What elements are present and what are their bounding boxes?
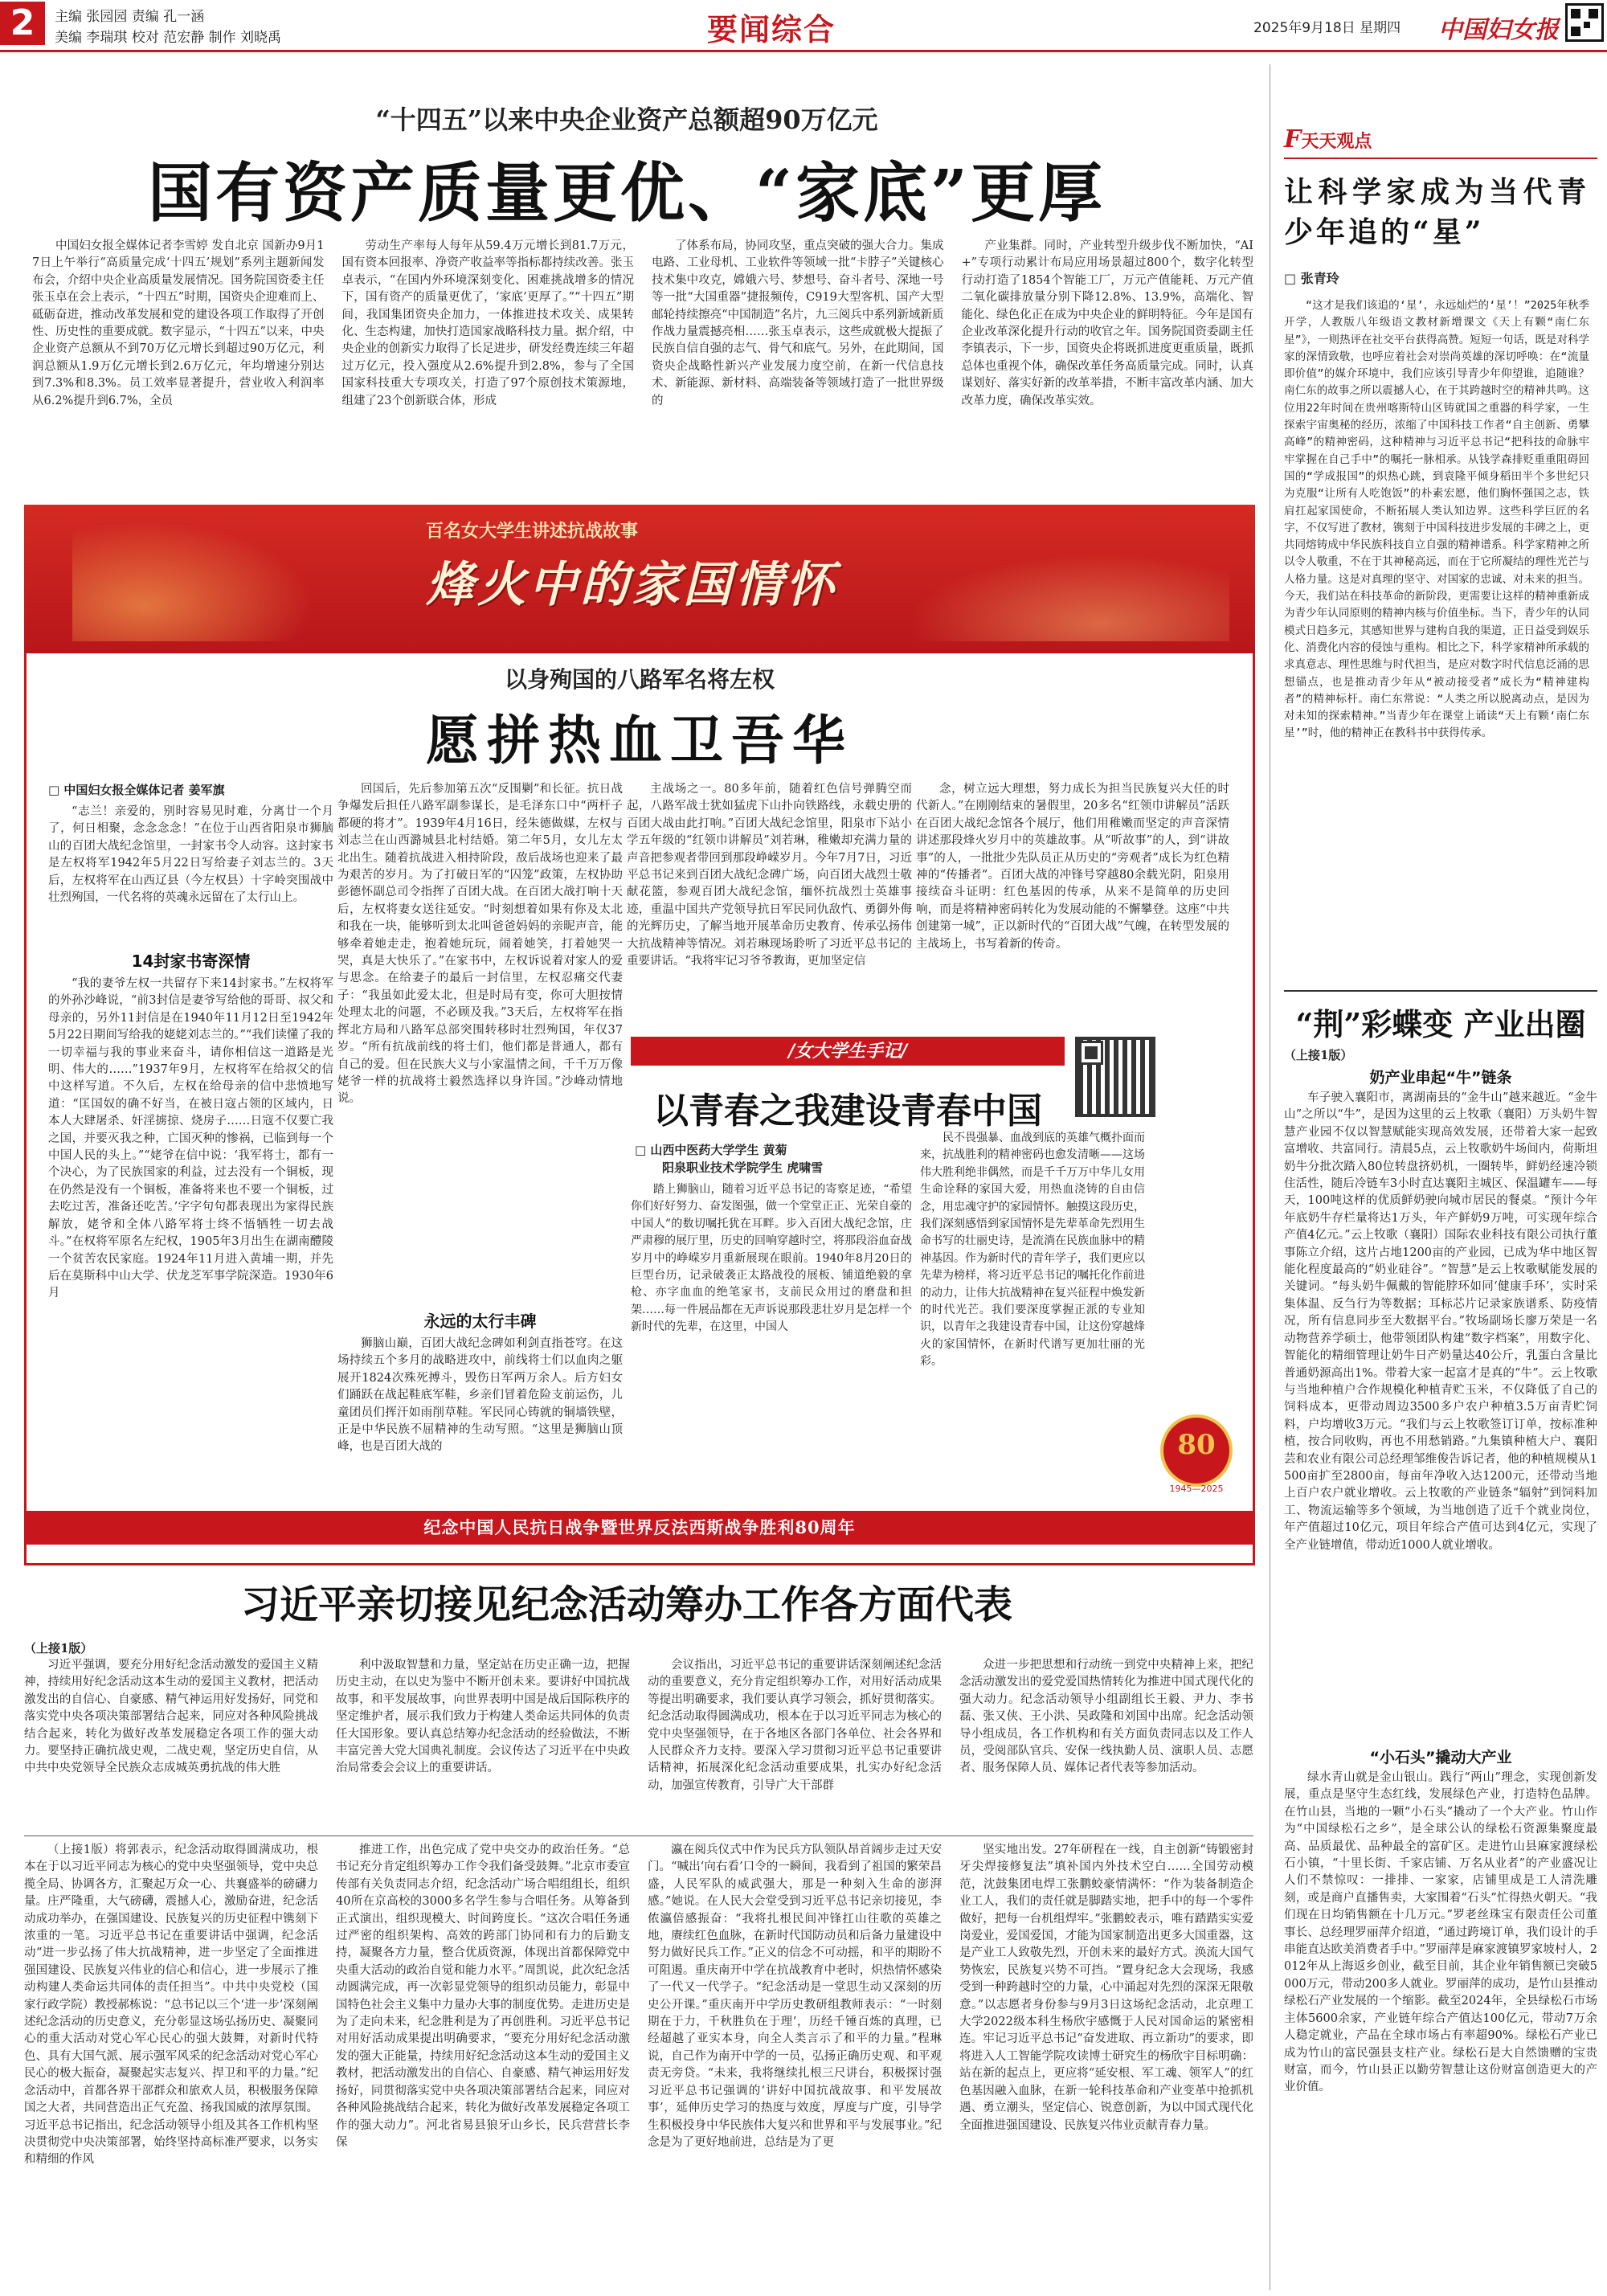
anniversary-badge [1152, 1414, 1241, 1495]
lead-column-3: 了体系布局，协同攻坚，重点突破的强大合力。集成电路、工业母机、工业软件等领域一批“卡脖子”关键核心技术集中攻克，嫦娥六号、梦想号、奋斗者号、深地一号等一批“大国重器”捷报频传，C919大型客机、国产大型邮轮持续擦亮“中国制造”名片，九三阅兵中系列新域新质作战力量震撼亮相……张玉卓表示，这些成就极大提振了民族自信自强的志气、骨气和底气。另外，在此期间，国资央企战略性新兴产业发展力度空前，在新一代信息技术、新能源、新材料、高端装备等领域打造了一批世界级的 [652, 239, 944, 407]
masthead-bar [0, 0, 1607, 48]
feature-subhead-letters: 14封家书寄深情 [131, 952, 251, 971]
opinion-tag-rule [1284, 158, 1597, 159]
lead-column-4: 产业集群。同时，产业转型升级步伐不断加快，“AI+”专项行动累计布局应用场景超过800个，数字化转型行动打造了1854个智能工厂，万元产值能耗、万元产值二氧化碳排放量分别下降12.8%、13.9%，高端化、智能化、绿色化正在成为中央企业的鲜明特征。今年是国有企业改革深化提升行动的收官之年。国务院国资委副主任李镇表示，下一步，国资央企将既抓进度更重质量，既抓总体也重视个体，确保改革任务高质量完成。同时，认真谋划好、落实好新的改革举措，不断丰富改革内涵、加大改革力度，确保改革实效。 [961, 239, 1253, 407]
feature-series-tag: 百名女大学生讲述抗战故事 [426, 522, 639, 542]
feature-series-title: 烽火中的家国情怀 [426, 557, 837, 613]
feature-banner [24, 505, 1255, 653]
anniversary-banner: 纪念中国人民抗日战争暨世界反法西斯战争胜利80周年 [24, 1511, 1255, 1545]
opinion-body: “这才是我们该追的‘星’，永远灿烂的‘星’！”2025年秋季开学，人教版八年级语文教材新增课文《天上有颗“南仁东星”》，一则热评在社交平台获得高赞。短短一句话，既是对科学家的深情致敬，也呼应着社会对崇尚英雄的深切呼唤：在“流量即价值”的媒介环境中，我们应该引导青少年仰望谁，追随谁？南仁东的故事之所以震撼人心，在于其跨越时空的精神共鸣。这位用22年时间在贵州喀斯特山区铸就国之重器的科学家，一生探索宇宙奥秘的经历，浓缩了中国科技工作者“自主创新、勇攀高峰”的精神密码，这种精神与习近平总书记“把科技的命脉牢牢掌握在自己手中”的嘱托一脉相承。从钱学森排贬重重阻碍回国的“学成报国”的炽热心跳，到袁隆平倾身稻田半个多世纪只为克服“让所有人吃饱饭”的朴素宏愿，他们胸怀强国之志，铁肩扛起家国使命，不断拓展人类认知边界。这些科学巨匠的名字，不仅写进了教材，镌刻于中国科技进步发展的丰碑之上，更共同熔铸成中华民族科技自立自强的精神谱系。科学家精神之所以令人敬重，不在于其神秘高远，而在于它所凝结的理性光芒与人格力量。这是对真理的坚守、对国家的忠诚、对未来的担当。今天，我们站在科技革命的新阶段，更需要让这样的精神重新成为青少年认同原则的精神内核与价值坐标。当下，青少年的认同模式日趋多元，其感知世界与建构自我的渠道，正日益受到娱乐化、消费化内容的侵蚀与重构。相比之下，科学家精神所承载的求真意志、理性思维与时代担当，是应对数字时代信息泛涌的思想锚点，也是推动青少年从“被动接受者”成长为“精神建构者”的精神标杆。南仁东常说：“人类之所以脱离动点，是因为对未知的探索精神。”当青少年在课堂上诵读“天上有颗‘南仁东星’”时，他的精神正在教科书中获得传承。 [1284, 299, 1589, 740]
lead-kicker: “十四五”以来中央企业资产总额超90万亿元 [375, 104, 878, 135]
opinion-headline: 让科学家成为当代青少年追的“星” [1284, 175, 1589, 249]
opinion-tag-text: 天天观点 [1301, 131, 1372, 152]
jingmen-subhead-turquoise: “小石头”撬动大产业 [1369, 1749, 1512, 1766]
xi-body [24, 1657, 1253, 1827]
lead-column-1: 中国妇女报全媒体记者李雪婷 发自北京 国新办9月17日上午举行“高质量完成‘十四五’规划”系列主题新闻发布会，介绍中央企业高质量发展情况。国务院国资委主任张玉卓在会上表示，“十四五”时期，国资央企迎难而上、砥砺奋进，推动改革发展和党的建设各项工作取得了开创性、历史性的重要成就。数字显示，“十四五”以来，中央企业资产总额从不到70万亿元增长到超过90万亿元，利润总额从1.9万亿元增长到2.6万亿元，年均增速分别达到7.3%和8.3%。员工效率显著提升，营业收入利润率从6.2%提升到6.7%，全员 [32, 239, 325, 407]
jingmen-headline: “荆”彩蝶变 产业出圈 [1295, 1006, 1586, 1042]
badge-years: 1945—2025 [1169, 1484, 1224, 1494]
essay-tag: /女大学生手记/ [631, 1037, 1065, 1066]
feature-column-1b: “我的妻爷左权一共留存下来14封家书。”左权将军的外孙沙峰说，“前3封信是妻爷写给他的哥哥、叔父和母亲的，另外11封信是在1940年11月12日至1942年5月22日期间写给我的姥姥刘志兰的。”“我们读懂了我的一切幸福与我的事业来奋斗，请你相信这一道路是光明、伟大的……”1937年9月，左权将军在给叔父的信中这样写道。不久后，左权在给母亲的信中悲愤地写道：“匡国奴的确不好当，在被日寇占领的区域内，日本人大肆屠杀、奸淫掳掠、烧房子……日寇不仅要亡我之国，并要灭我之种，亡国灭种的惨祸，已临到每一个中国人民的头上。”“姥爷在信中说：‘我军将士，都有一个决心，为了民族国家的利益，过去没有一个铜板，现在仍然是没有一个铜板，准备将来也不要一个铜板，过去吃过苦，准备还吃苦。’字字句句都表现出为家得民族解放，姥爷和全体八路军将士终不悟牺牲一切去战斗。”在权将军原名左纪权，1905年3月出生在湖南醴陵一个贫苦农民家庭。1924年11月进入黄埔一期，并先后在莫斯科中山大学、伏龙芝军事学院深造。1930年6月 [48, 977, 333, 1300]
xi-column-3: 会议指出，习近平总书记的重要讲话深刻阐述纪念活动的重要意义，充分肯定组织筹办工作，对用好活动成果等提出明确要求，我们要认真学习领会，抓好贯彻落实。纪念活动取得圆满成功，根本在于以习近平同志为核心的党中央坚强领导，在于各地区各部门各单位、社会各界和人民群众齐力支持。要深入学习贯彻习近平总书记重要讲话精神，拓展深化纪念活动重要成果，扎实办好纪念活动，加强宣传教育，引导广大干部群 [648, 1659, 942, 1792]
section-title: 要闻综合 [707, 11, 836, 47]
feature-byline: □ 中国妇女报全媒体记者 姜军旗 [48, 783, 225, 797]
editor-credits-line-1: 主编 张园园 责编 孔一涵 [55, 9, 205, 25]
lower-body [24, 1842, 1253, 2292]
essay-byline-1: □ 山西中医药大学学生 黄菊 [635, 1143, 787, 1157]
feature-subhead-monument: 永远的太行丰碑 [423, 1312, 537, 1331]
page-number: 2 [0, 2, 45, 45]
wall-decoration [908, 553, 1229, 641]
jingmen-subhead-dairy: 奶产业串起“牛”链条 [1369, 1069, 1512, 1087]
feature-column-4: 念，树立远大理想，努力成长为担当民族复兴大任的时代新人。”在刚刚结束的暑假里，20多名“红领巾讲解员”活跃在百团大战纪念馆各个展厅，他们用稚嫩而坚定的声音深情讲述那段烽火岁月中的英雄故事。从“听故事”的人，到“讲故事”的人，一批批少先队员正从历史的“旁观者”成长为红色精神的“传播者”。百团大战的冲锋号穿越80余载光阴，阳泉用接续奋斗证明：红色基因的传承，从来不是简单的历史回响，而是将精神密码转化为发展动能的不懈攀登。这座“中共创建第一城”，正以新时代的“百团大战”气魄，在转型发展的主战场上，书写着新的传奇。 [916, 783, 1229, 951]
essay-column-2: 民不畏强暴、血战到底的英雄气概扑面而来，抗战胜利的精神密码也愈发清晰——这场伟大胜利绝非偶然，而是千千万万中华儿女用生命诠释的家国大爱，用热血浇铸的自由信念，用忠魂守护的家园情怀。触摸这段历史，我们深刻感悟到家国情怀是先辈革命先烈用生命书写的壮丽史诗，是流淌在民族血脉中的精神基因。作为新时代的青年学子，我们更应以先辈为榜样，将习近平总书记的嘱托化作前进的动力，让伟大抗战精神在复兴征程中焕发新的时代光芒。我们要深度掌握正派的专业知识，以青年之我建设青春中国，让这份穿越烽火的家国情怀，在新时代谱写更加壮丽的光彩。 [920, 1132, 1145, 1369]
xi-column-4: 众进一步把思想和行动统一到党中央精神上来，把纪念活动激发出的爱党爱国热情转化为推进中国式现代化的强大动力。纪念活动领导小组副组长王毅、尹力、李书磊、张又侠、王小洪、吴政隆和刘国中出席。纪念活动领导小组成员，各工作机构和有关方面负责同志以及工作人员，受阅部队官兵、安保一线执勤人员、演职人员、志愿者、服务保障人员、媒体记者代表等参加活动。 [959, 1659, 1253, 1775]
lead-headline: 国有资产质量更优、“家底”更厚 [147, 155, 1106, 231]
xi-column-2: 利中汲取智慧和力量，坚定站在历史正确一边，把握历史主动，在以史为鉴中不断开创未来。要讲好中国抗战故事，和平发展故事，向世界表明中国是战后国际秩序的坚定维护者，展示我们致力于构建人类命运共同体的负责任大国形象。要认真总结筹办纪念活动的经验做法，不断丰富完善大党大国典礼制度。会议传达了习近平在中央政治局常委会会议上的重要讲话。 [336, 1659, 630, 1775]
essay-column-1: 踏上狮脑山，随着习近平总书记的寄察足迹，“希望你们好好努力、奋发图强，做一个堂堂正正、光荣自豪的中国人”的数切嘱托犹在耳畔。步入百团大战纪念馆，庄严肃穆的展厅里，历史的回响穿越时空，将那段浴血奋战岁月中的峥嵘岁月重新展现在眼前。1940年8月20日的巨型台历，记录破袭正太路战役的展板、铺道绝毅的拿枪、亦字血血的绝笔家书，支前民众用过的磨盘和担架……每一件展品都在无声诉说那段悲壮岁月是怎样一个新时代的先辈，在这里，中国人 [631, 1183, 912, 1334]
xi-headline: 习近平亲切接见纪念活动筹办工作各方面代表 [240, 1582, 1012, 1627]
lead-body [32, 238, 1253, 495]
lower-column-2: 推进工作，出色完成了党中央交办的政治任务。“总书记充分肯定组织筹办工作令我们备受鼓舞。”北京市委宣传部有关负责同志介绍，纪念活动广场合唱组组长，组织40所在京高校的3000多名学生参与合唱任务。从筹备到正式演出，组织现模大、时间跨度长。“这次合唱任务通过严密的组织架构、高效的跨部门协同和有力的后勤支持，凝聚各方力量，整合优质资源，体现出首都保障党中央重大活动的政治自觉和能力水平。”周凯说，此次纪念活动圆满完成，再一次彰显党领导的组织动员能力，彰显中国特色社会主义集中力量办大事的制度优势。走进历史是为了走向未来，纪念胜利是为了再创胜利。习近平总书记对用好活动成果提出明确要求，“要充分用好纪念活动激发的强大正能量，持续用好纪念活动这本生动的爱国主义教材，把活动激发出的自信心、自豪感、精气神运用好发扬好，同贯彻落实党中央各项决策部署结合起来，同应对各种风险挑战结合起来，转化为做好改革发展稳定各项工作的强大动力”。河北省易县狼牙山乡长，民兵营营长李保 [336, 1844, 630, 2149]
brand-logo: 中国妇女报 [1438, 16, 1559, 44]
xi-continued: （上接1版） [24, 1641, 93, 1655]
feature-headline: 愿拼热血卫吾华 [426, 709, 853, 771]
feature-column-1a: “志兰！亲爱的，别时容易见时难，分离廿一个月了，何日相聚，念念念念！”在位于山西省阳泉市狮脑山的百团大战纪念馆里，一封家书令人动容。这封家书是左权将军1942年5月22日写给妻子刘志兰的。3天后，左权将军在山西辽县（今左权县）十字岭突围战中壮烈殉国，一代名将的英魂永远留在了太行山上。 [48, 805, 333, 905]
header-rule [0, 50, 1607, 52]
jingmen-section-2: 绿水青山就是金山银山。践行“两山”理念，实现创新发展，重点是坚守生态红线，发展绿色产业，打造特色品牌。在竹山县，当地的一颗“小石头”撬动了一个大产业。竹山作为“中国绿松石之乡”，是全球公认的绿松石资源集聚度最高、品质最优、品种最全的富矿区。走进竹山县麻家渡绿松石小镇，“十里长街、千家店铺、万名从业者”的产业盛况让人们不禁惊叹：一排排、一家家，店铺里成是工人清洗雕刻，或是商户直播售卖，大家围着“石头”忙得热火朝天。“我们现在日均销售额在十几万元。”罗老丝珠宝有限责任公司董事长、总经理罗丽萍介绍道，“通过跨境订单，我们设计的手串能直达欧美消费者手中。”罗丽萍是麻家渡镇罗家坡村人，2012年从上海返乡创业，截至目前，其企业年销售额已突破5000万元，带动200多人就业。罗丽萍的成功，是竹山县推动绿松石产业发展的一个缩影。截至2024年，全县绿松石市场主体5600余家，产业链年综合产值达100亿元，带动7万余人稳定就业，产品在全球市场占有率超90%。绿松石产业已成为竹山的富民强县支柱产业。绿松石是大自然馈赠的宝贵财富，而今，竹山县正以勤劳智慧让这份财富创造更大的产业价值。 [1284, 1771, 1597, 2094]
lower-column-4: 坚实地出发。27年研程在一线，自主创新“铸锻密封牙尖焊接修复法”填补国内外技术空白……全国劳动模范，沈鼓集团电焊工张鹏蛟豪情满怀：“作为装备制造企业工人，我们的责任就是脚踏实地，把手中的每一个零件做好，把每一台机组焊牢。”张鹏蛟表示，唯有踏踏实实爱岗爱业，爱国爱国，才能为国家制造出更多大国重器，这是产业工人致敬先烈，开创未来的最好方式。涣流大国气势恢宏，民族复兴势不可挡。“置身纪念大会现场，我感受到一种跨越时空的力量，心中涌起对先烈的深深无限敬意。”以志愿者身份参与9月3日这场纪念活动，北京理工大学2022级本科生杨欣宇感慨于人民对国命运的紧密相连。牢记习近平总书记“奋发进取、再立新功”的要求，即将进入人工智能学院攻读博士研究生的杨欣宇目标明确：站在新的起点上，更应将“延安根、军工魂、领军人”的红色基因融入血脉，在新一轮科技革命和产业变革中抢抓机遇、勇立潮头，坚定信心、锐意创新，为以中国式现代化全面推进强国建设、民族复兴伟业贡献青春力量。 [959, 1844, 1253, 2132]
feature-column-2b: 狮脑山巅，百团大战纪念碑如利剑直指苍穹。在这场持续五个多月的战略进攻中，前线将士们以血肉之躯展开1824次殊死搏斗，毁伤日军两万余人。后方妇女们踊跃在战起鞋底军鞋，乡亲们冒着危险支前运伤，儿童团员们挥汗如雨削草鞋。军民同心铸就的铜墙铁壁，正是中华民族不屈精神的生动写照。“这里是狮脑山顶峰，也是百团大战的 [337, 1337, 623, 1454]
qr-code [1565, 3, 1604, 42]
feature-column-3: 主战场之一。80多年前，随着红色信号弹腾空而起，八路军战士犹如猛虎下山扑向铁路线，永载史册的百团大战由此打响。”百团大战纪念馆里，阳泉市下站小学五年级的“红领巾讲解员”刘若琳，稚嫩却充满力量的声音把参观者带回到那段峥嵘岁月。今年7月7日，习近平总书记来到百团大战纪念碑广场，向百团大战烈士敬献花篮，参观百团大战纪念馆，缅怀抗战烈士英雄事迹，重温中国共产党领导抗日军民同仇敌忾、勇御外侮的光辉历史，了解当地开展革命历史教育、传承弘扬伟大抗战精神等情况。刘若琳现场聆听了习近平总书记的重要讲话。“我将牢记习爷爷教诲，更加坚定信 [627, 783, 912, 968]
lower-column-1: （上接1版）将郭表示，纪念活动取得圆满成功，根本在于以习近平同志为核心的党中央坚强领导，党中央总揽全局、协调各方，汇聚起万众一心、共襄盛举的磅礴力量。庄严隆重，大气磅礴，震撼人心，激励奋进，纪念活动成功举办，在强国建设、民族复兴的历史征程中镌刻下浓重的一笔。习近平总书记在重要讲话中强调，纪念活动“进一步弘扬了伟大抗战精神，进一步坚定了全面推进强国建设、民族复兴伟业的信心和信心，进一步展示了推动构建人类命运共同体的责任担当”。中共中央党校（国家行政学院）教授郝栋说：“总书记以三个‘进一步’深刻阐述纪念活动的历史意义，充分彰显这场弘扬历史、凝聚同心的重大活动对党心军心民心的强大鼓舞，对新时代特色、具有大国气派、展示强军风采的纪念活动对党心军心民心的极大振奋，凝聚起实志复兴、捍卫和平的力量。”纪念活动中，首都各界干部群众和旅欢人员，积极服务保障国之大者，共同营造出正气充盈、扬我国威的浓厚氛围。习近平总书记指出，纪念活动领导小组及其各工作机构坚决贯彻党中央决策部署，始终坚持高标准严要求，以务实和精细的作风 [24, 1844, 318, 2167]
right-divider [1284, 990, 1597, 992]
badge-number: 80 [1177, 1429, 1216, 1461]
issue-date: 2025年9月18日 星期四 [1253, 20, 1401, 36]
flame-decoration [72, 521, 313, 641]
editor-credits-line-2: 美编 李瑞琪 校对 范宏静 制作 刘晓禹 [55, 30, 282, 46]
lower-column-3: 瀛在阅兵仪式中作为民兵方队领队昂首阔步走过天安门。“喊出‘向右看’口令的一瞬间，我看到了祖国的繁荣昌盛，人民军队的威武强大，那是一种刻入生命的澎湃感。”她说。在人民大会堂受到习近平总书记亲切接见，李侬瀛倍感振奋：“我将扎根民间冲锋扛山往歌的英雄之地，赓续红色血脉，在新时代国防动员和后备力量建设中努力做好民兵工作。”正义的信念不可动摇，和平的期盼不可阻遏。重庆南开中学在抗战教育中老时，炽热情怀感染了一代又一代学子。“纪念活动是一堂思生动又深刻的历史公开课。”重庆南开中学历史教研组教师表示：“一时刻期在于力，千秋胜负在于理’，历经千锤百炼的真理，已经超越了亚实本身，向全人类言示了和平的力量。”程琳说，自己作为南开中学的一员，弘扬正确历史观、和平观责无旁贷。“未来，我将继续扎根三尺讲台，积极探讨强习近平总书记强调的‘讲好中国抗战故事、和平发展故事’，延伸历史学习的热度与效度，厚度与广度，引导学生积极投身中华民族伟大复兴和世界和平与发展事业。”纪念是为了更好地前进，总结是为了更 [648, 1844, 942, 2149]
xi-column-1: 习近平强调，要充分用好纪念活动激发的爱国主义精神，持续用好纪念活动这本生动的爱国主义教材，把活动激发出的自信心、自豪感、精气神运用好发扬好，同党和落实党中央各项决策部署结合起来，同应对各种风险挑战结合起来，转化为做好改革发展稳定各项工作的强大动力。要坚持正确抗战史观，二战史观，坚定历史自信，从中共中央党领导全民族众志成城英勇抗战的伟大胜 [24, 1659, 318, 1775]
feature-kicker: 以身殉国的八路军名将左权 [504, 666, 775, 693]
feature-column-2a: 回国后，先后参加第五次“反围剿”和长征。抗日战争爆发后担任八路军副参谋长，是毛泽东口中“两杆子都硬的将才”。1939年4月16日，经朱德做媒，左权与刘志兰在山西潞城县北村结婚。第二年5月，女儿左太北出生。随着抗战进入相持阶段，敌后战场也迎来了最为艰苦的岁月。为了打破日军的“囚笼”政策，左权协助彭德怀副总司令指挥了百团大战。在百团大战打响十天后，左权将妻女送往延安。“时刻想着如果有你及太北和我在一块，能够听到太北叫爸爸妈妈的亲昵声音，能够牵着她走走，抱着她玩玩，闹着她笑，打着她哭一哭，真是大快乐了。”在家书中，左权诉说着对家人的爱与思念。在给妻子的最后一封信里，左权忍痛交代妻子：“我虽如此爱太北，但是时局有变，你可大胆按情处理太北的问题，不必顾及我。”3天后，左权将军在指挥北方局和八路军总部突围转移时壮烈殉国，年仅37岁。“所有抗战前线的将士们，他们都是普通人，都有自己的爱。但在民族大义与小家温情之间，千千万万像姥爷一样的抗战将士毅然选择以身许国。”沙峰动情地说。 [337, 783, 623, 1106]
essay-headline: 以青春之我建设青春中国 [653, 1091, 1042, 1132]
lead-column-2: 劳动生产率每人每年从59.4万元增长到81.7万元，国有资本回报率、净资产收益率等指标都持续改善。张玉卓表示，“在国内外环境深刻变化、困难挑战增多的情况下，国有资产的质量更优了，‘家底’更厚了。”“十四五”期间，我国集团资央企加力，一体推进技术攻关、成果转化、生态构建，加快打造国家战略科技力量。据介绍，中央企业的创新实力取得了长足进步，研发经费连续三年超过万亿元，投入强度从2.6%提升到2.8%，参与了全国国家科技重大专项攻关，打造了97个原创技术策源地，组建了23个创新联合体，形成 [341, 239, 634, 407]
jingmen-continued: （上接1版） [1284, 1048, 1353, 1062]
opinion-column-tag: F天天观点 [1284, 125, 1372, 153]
essay-qr-code [1075, 1037, 1155, 1117]
essay-byline-2: 阳泉职业技术学院学生 虎啸雪 [662, 1160, 824, 1175]
jingmen-section-1: 车子驶入襄阳市，离湖南县的“金牛山”越来越近。“金牛山”之所以“牛”，是因为这里的云上牧歌（襄阳）万头奶牛智慧产业园不仅以智慧赋能实现高效发展，还带着大家一起致富增收、共富同行。清晨5点，云上牧歌奶牛场间内，荷斯坦奶牛分批次踏入80位转盘挤奶机，一圈转毕，鲜奶经速冷锁住活性，随后冷链车3小时直达襄阳主城区、保温罐车——每天，100吨这样的优质鲜奶驶向城市居民的餐桌。“预计今年年底奶牛存栏量将达1万头，年产鲜奶9万吨，可实现年综合产值4亿元。”云上牧歌（襄阳）国际农业科技有限公司执行董事陈立介绍，这片占地1200亩的产业园，已成为华中地区智能化程度最高的“奶业硅谷”。“智慧”是云上牧歌赋能发展的关键词。“每头奶牛佩戴的智能脖环如同‘健康手环’，实时采集体温、反刍行为等数据；耳标芯片记录家族谱系、防疫情况，所有信息同步至大数据平台。”牧场副场长廖万荣是一名动物营养学硕士，他带领团队构建“数字档案”，用数字化、智能化的精细管理让奶牛日产奶量达40公斤，乳蛋白含量比普通奶源高出1%。带着大家一起富才是真的“牛”。云上牧歌与当地种植户合作规模化种植青贮玉米，不仅降低了自己的饲料成本，更带动周边3500多户农户种植3.5万亩青贮饲料，户均增收3万元。“我们与云上牧歌签订订单，按标准种植，按合同收购，再也不用愁销路。”九集镇种植大户、襄阳芸和农业有限公司总经理邹维俊告诉记者，他的种植规模从1500亩扩至2800亩，每亩年净收入达1200元，还带动当地上百户农户就业增收。云上牧歌的产业链条“辐射”到饲料加工、物流运输等多个领域，为当地创造了近千个就业岗位，年产值超过10亿元，项目年综合产值可达到4亿元，实现了全产业链增值，带动近1000人就业增收。 [1284, 1091, 1597, 1552]
opinion-author: □ 张青玲 [1284, 271, 1339, 286]
